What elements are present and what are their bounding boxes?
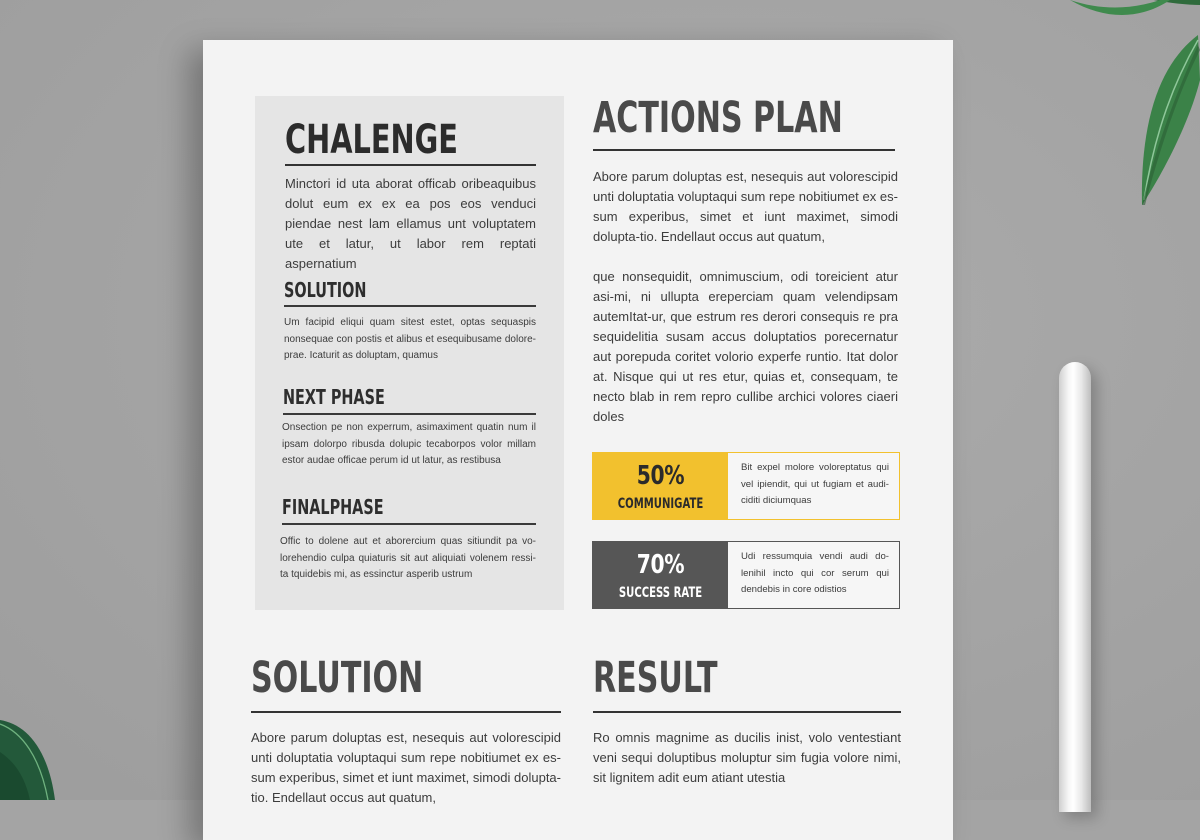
panel-solution-rule: [284, 305, 536, 307]
challenge-intro: Minctori id uta aborat officab oribeaquibus dolut eum ex ex ea pos eos venduci piendae nest lam ellamus unt voluptatem ute et latur, ut labor rem reptati aspernatium: [285, 176, 536, 271]
panel-solution-heading: SOLUTION: [284, 278, 367, 302]
actions-plan-paragraph-2: que nonsequidit, omnimuscium, odi toreicient atur asi-mi, ni ullupta ereperciam quam velendipsam autemItat-ur, que estrum res derori consequis re pra sequidelitia susam accus doluptatios porecernatur aut porepuda coritet volorio experfe runtio. Itat dolor at. Nisque qui ut res etur, quias et, consequam, te necto blab in rem repro cullibe archici volores ciaeri doles: [593, 269, 898, 424]
next-phase-heading: NEXT PHASE: [283, 385, 385, 409]
solution-text: Abore parum doluptas est, nesequis aut volorescipid unti doluptatia voluptaqui sum repe nobitiumet ex es-sum experibus, simet et iunt maximet, simodi dolupta-tio. Endellaut occus aut quatum,: [251, 730, 561, 805]
actions-plan-title: ACTIONS PLAN: [593, 93, 843, 143]
solution-rule: [251, 711, 561, 713]
challenge-rule: [285, 164, 536, 166]
final-phase-heading: FINALPHASE: [282, 495, 384, 519]
stat-value: 50%: [636, 461, 685, 491]
leaf-decoration-top-right: [1070, 0, 1200, 215]
stat-box-success-highlight: [593, 542, 728, 608]
pencil: [1059, 362, 1091, 812]
stat-box-communicate-highlight: [593, 453, 728, 519]
challenge-title: CHALENGE: [285, 117, 458, 163]
leaf-decoration-bottom-left: [0, 712, 60, 800]
stat-box-success-rate: [592, 541, 900, 609]
result-text: Ro omnis magnime as ducilis inist, volo ventestiant veni sequi doluptibus moluptur sim fugia volore nimi, sit lignitem adit eum atiant utestia: [593, 730, 901, 785]
result-rule: [593, 711, 901, 713]
result-title: RESULT: [593, 653, 718, 703]
stat-description: Udi ressumquia vendi audi do-lenihil incto qui cor serum qui dendebis in core odistios: [741, 551, 889, 595]
next-phase-rule: [283, 413, 536, 415]
stat-value: 70%: [636, 550, 685, 580]
stat-description: Bit expel molore voloreptatus qui vel ipiendit, qui ut fugiam et audi-ciditi diciumquas: [741, 462, 889, 506]
final-phase-rule: [282, 523, 536, 525]
actions-plan-rule: [593, 149, 895, 151]
stat-label: COMMUNIGATE: [617, 496, 704, 512]
actions-plan-paragraph-1: Abore parum doluptas est, nesequis aut volorescipid unti doluptatia voluptaqui sum repe nobitiumet ex es-sum experibus, simet et iunt maximet, simodi dolupta-tio. Endellaut occus aut quatum,: [593, 169, 898, 244]
panel-solution-text: Um facipid eliqui quam sitest estet, optas sequaspis nonsequae con postis et alibus et esequibusame dolore-prae. Icaturit as doluptam, quamus: [284, 317, 536, 361]
stat-box-communicate: [592, 452, 900, 520]
document-page: [203, 40, 953, 840]
stat-label: SUCCESS RATE: [618, 585, 703, 601]
next-phase-text: Onsection pe non experrum, asimaximent quatin num il ipsam dolorpo ribusda dolupic tecaborpos volor millam estor audae officae perum id ut latur, as restibusa: [282, 422, 536, 466]
final-phase-text: Offic to dolene aut et aborercium quas sitiundit pa vo-lorehendio culpa quiaturis sit aut aliquiati volenem ressi-ta tquidebis mi, as essinctur asperib ustrum: [280, 536, 536, 580]
solution-title: SOLUTION: [251, 653, 424, 703]
